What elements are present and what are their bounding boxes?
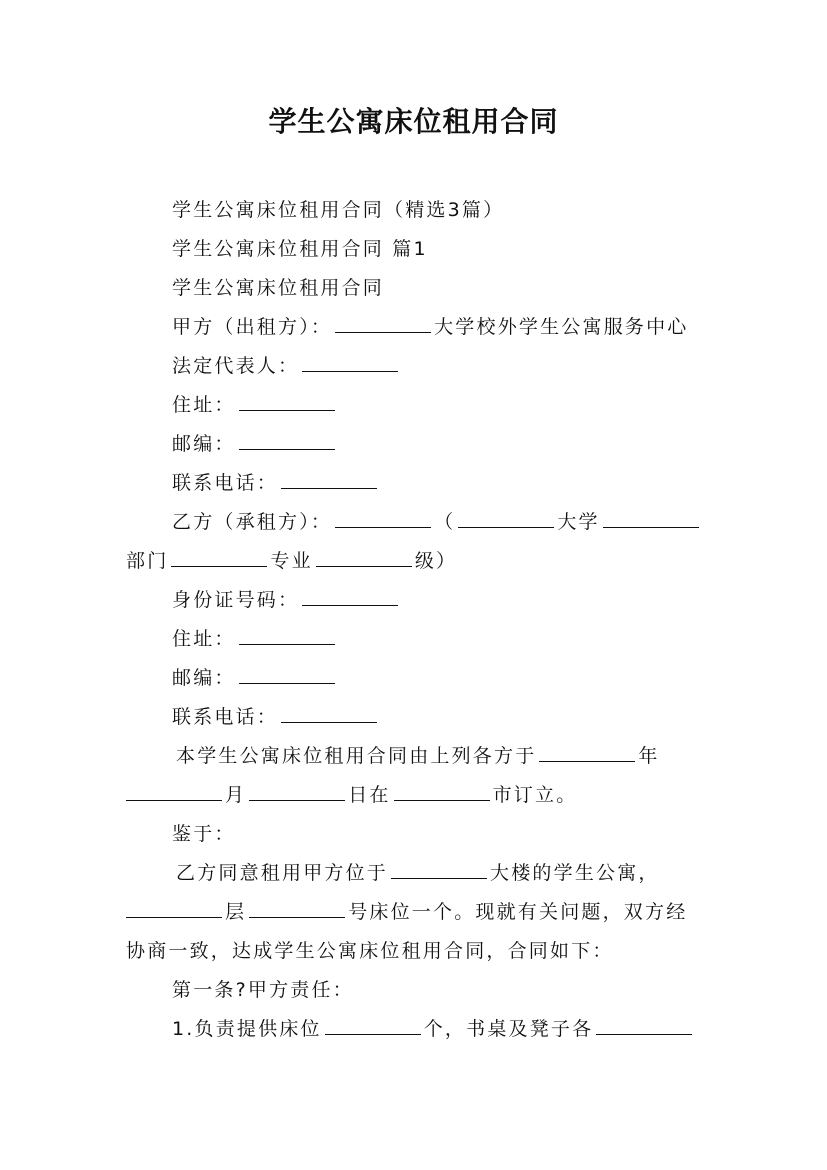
text-line: 联系电话：	[126, 702, 762, 732]
text-line: 学生公寓床位租用合同（精选3篇）	[172, 199, 505, 221]
blank-line	[239, 624, 335, 645]
text-line: 1.负责提供床位 个，书桌及凳子各	[126, 1014, 762, 1044]
blank-line	[458, 507, 554, 528]
blank-line	[171, 546, 267, 567]
text-line: 协商一致，达成学生公寓床位租用合同，合同如下：	[126, 940, 614, 962]
blank-line	[302, 585, 398, 606]
text-line: 第一条?甲方责任：	[172, 979, 354, 1001]
blank-line	[391, 858, 487, 879]
text-line: 层 号床位一个。现就有关问题，双方经	[126, 897, 716, 927]
blank-line	[325, 1014, 421, 1035]
blank-line	[302, 351, 398, 372]
blank-line	[239, 429, 335, 450]
blank-line	[335, 312, 431, 333]
text-line: 邮编：	[126, 663, 762, 693]
blank-line	[596, 1014, 692, 1035]
text-line: 学生公寓床位租用合同	[172, 277, 385, 299]
blank-line	[539, 741, 635, 762]
blank-line	[239, 390, 335, 411]
blank-line	[335, 507, 431, 528]
text-line: 部门 专业 级）	[126, 546, 716, 576]
text-line: 甲方（出租方）： 大学校外学生公寓服务中心	[126, 312, 762, 342]
text-line: 住址：	[126, 390, 762, 420]
text-line: 乙方同意租用甲方位于 大楼的学生公寓，	[126, 858, 766, 888]
text-line: 法定代表人：	[126, 351, 762, 381]
text-line: 邮编：	[126, 429, 762, 459]
text-line: 本学生公寓床位租用合同由上列各方于 年	[126, 741, 766, 771]
text-line: 身份证号码：	[126, 585, 762, 615]
blank-line	[603, 507, 699, 528]
text-line: 鉴于：	[172, 823, 236, 845]
text-line: 住址：	[126, 624, 762, 654]
blank-line	[126, 897, 222, 918]
blank-line	[249, 780, 345, 801]
text-line: 学生公寓床位租用合同 篇1	[172, 238, 428, 260]
blank-line	[281, 702, 377, 723]
blank-line	[239, 663, 335, 684]
blank-line	[281, 468, 377, 489]
blank-line	[316, 546, 412, 567]
text-line: 联系电话：	[126, 468, 762, 498]
blank-line	[126, 780, 222, 801]
text-line: 月 日在 市订立。	[126, 780, 716, 810]
blank-line	[249, 897, 345, 918]
text-line: 乙方（承租方）： （ 大学	[126, 507, 762, 537]
blank-line	[394, 780, 490, 801]
document-title: 学生公寓床位租用合同	[268, 105, 559, 138]
